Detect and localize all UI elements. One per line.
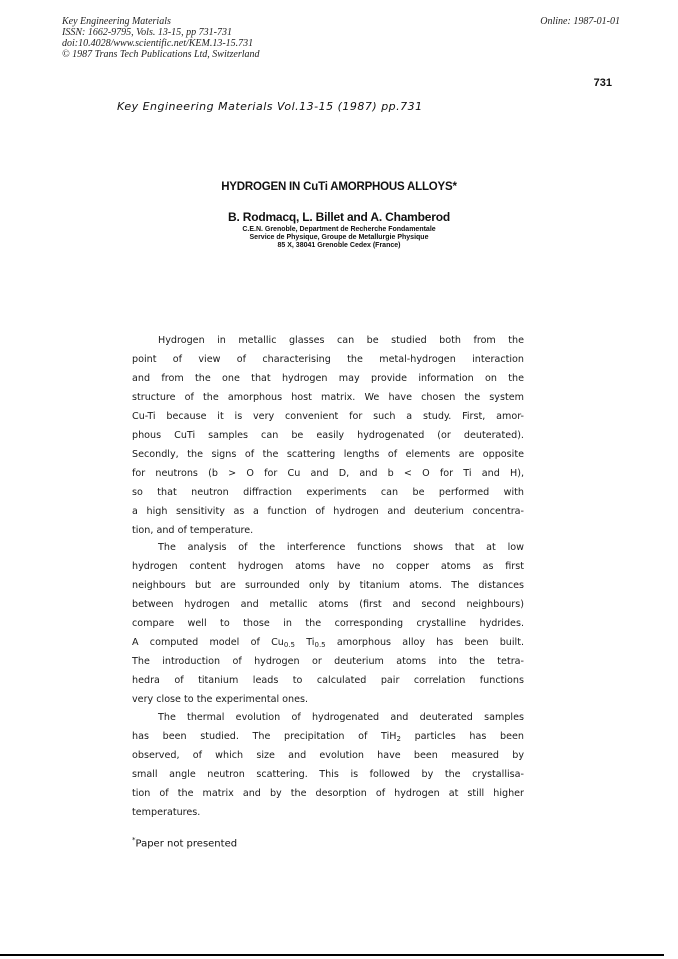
subscript: 2 <box>396 735 401 743</box>
text-line: a high sensitivity as a function of hydrogen and deuterium concentra- <box>132 506 524 517</box>
journal-line: Key Engineering Materials Vol.13-15 (1987) pp.731 <box>117 100 423 113</box>
online-date: Online: 1987-01-01 <box>540 16 620 27</box>
bottom-rule <box>0 954 664 956</box>
text-line: Hydrogen in metallic glasses can be studied both from the <box>158 335 524 346</box>
meta-issn: ISSN: 1662-9795, Vols. 13-15, pp 731-731 <box>62 27 232 38</box>
text-segment: has been studied. The precipitation of TiH <box>132 731 397 742</box>
text-line: small angle neutron scattering. This is followed by the crystallisa- <box>132 769 524 780</box>
text-line: hedra of titanium leads to calculated pair correlation functions <box>132 675 524 686</box>
text-line: between hydrogen and metallic atoms (first and second neighbours) <box>132 599 524 610</box>
text-line: The thermal evolution of hydrogenated and deuterated samples <box>158 712 524 723</box>
text-segment: Ti <box>295 637 315 648</box>
text-line: tion of the matrix and by the desorption of hydrogen at still higher <box>132 788 524 799</box>
paper-title: HYDROGEN IN CuTi AMORPHOUS ALLOYS* <box>221 181 457 193</box>
text-line: and from the one that hydrogen may provide information on the <box>132 373 524 384</box>
text-line: temperatures. <box>132 807 201 818</box>
footnote-marker: * <box>132 836 136 844</box>
meta-doi: doi:10.4028/www.scientific.net/KEM.13-15.731 <box>62 38 254 49</box>
text-line: neighbours but are surrounded only by titanium atoms. The distances <box>132 580 524 591</box>
text-line: observed, of which size and evolution have been measured by <box>132 750 524 761</box>
formula-line <box>132 636 524 649</box>
text-segment: particles has been <box>400 731 525 742</box>
text-segment: amorphous alloy has been built. <box>325 637 525 648</box>
citation-metadata <box>62 16 260 60</box>
subscript: 0.5 <box>314 641 326 649</box>
affiliation-line-3: 85 X, 38041 Grenoble Cedex (France) <box>277 242 401 249</box>
text-line: for neutrons (b > O for Cu and D, and b < O for Ti and H), <box>132 468 524 479</box>
text-line: very close to the experimental ones. <box>132 694 309 705</box>
affiliation-line-2: Service de Physique, Groupe de Metallurgie Physique <box>249 234 429 241</box>
text-line: compare well to those in the corresponding crystalline hydrides. <box>132 618 524 629</box>
page-number: 731 <box>593 77 612 89</box>
text-line: so that neutron diffraction experiments can be performed with <box>132 487 524 498</box>
affiliation-line-1: C.E.N. Grenoble, Department de Recherche Fondamentale <box>242 226 436 233</box>
text-segment: A computed model of Cu <box>132 637 284 648</box>
text-line: structure of the amorphous host matrix. We have chosen the system <box>132 392 524 403</box>
text-line: point of view of characterising the metal-hydrogen interaction <box>132 354 524 365</box>
authors: B. Rodmacq, L. Billet and A. Chamberod <box>228 210 450 224</box>
text-line: phous CuTi samples can be easily hydrogenated (or deuterated). <box>132 430 524 441</box>
footnote-text: Paper not presented <box>135 838 238 850</box>
meta-journal: Key Engineering Materials <box>62 16 171 27</box>
formula-line <box>132 730 524 743</box>
text-line: Secondly, the signs of the scattering lengths of elements are opposite <box>132 449 524 460</box>
subscript: 0.5 <box>283 641 295 649</box>
meta-copyright: © 1987 Trans Tech Publications Ltd, Switzerland <box>62 49 260 60</box>
text-line: The analysis of the interference functions shows that at low <box>158 542 524 553</box>
text-line: hydrogen content hydrogen atoms have no copper atoms as first <box>132 561 524 572</box>
text-line: The introduction of hydrogen or deuterium atoms into the tetra- <box>132 656 524 667</box>
text-line: Cu-Ti because it is very convenient for such a study. First, amor- <box>132 411 524 422</box>
text-line: tion, and of temperature. <box>132 525 254 536</box>
footnote <box>132 836 237 849</box>
